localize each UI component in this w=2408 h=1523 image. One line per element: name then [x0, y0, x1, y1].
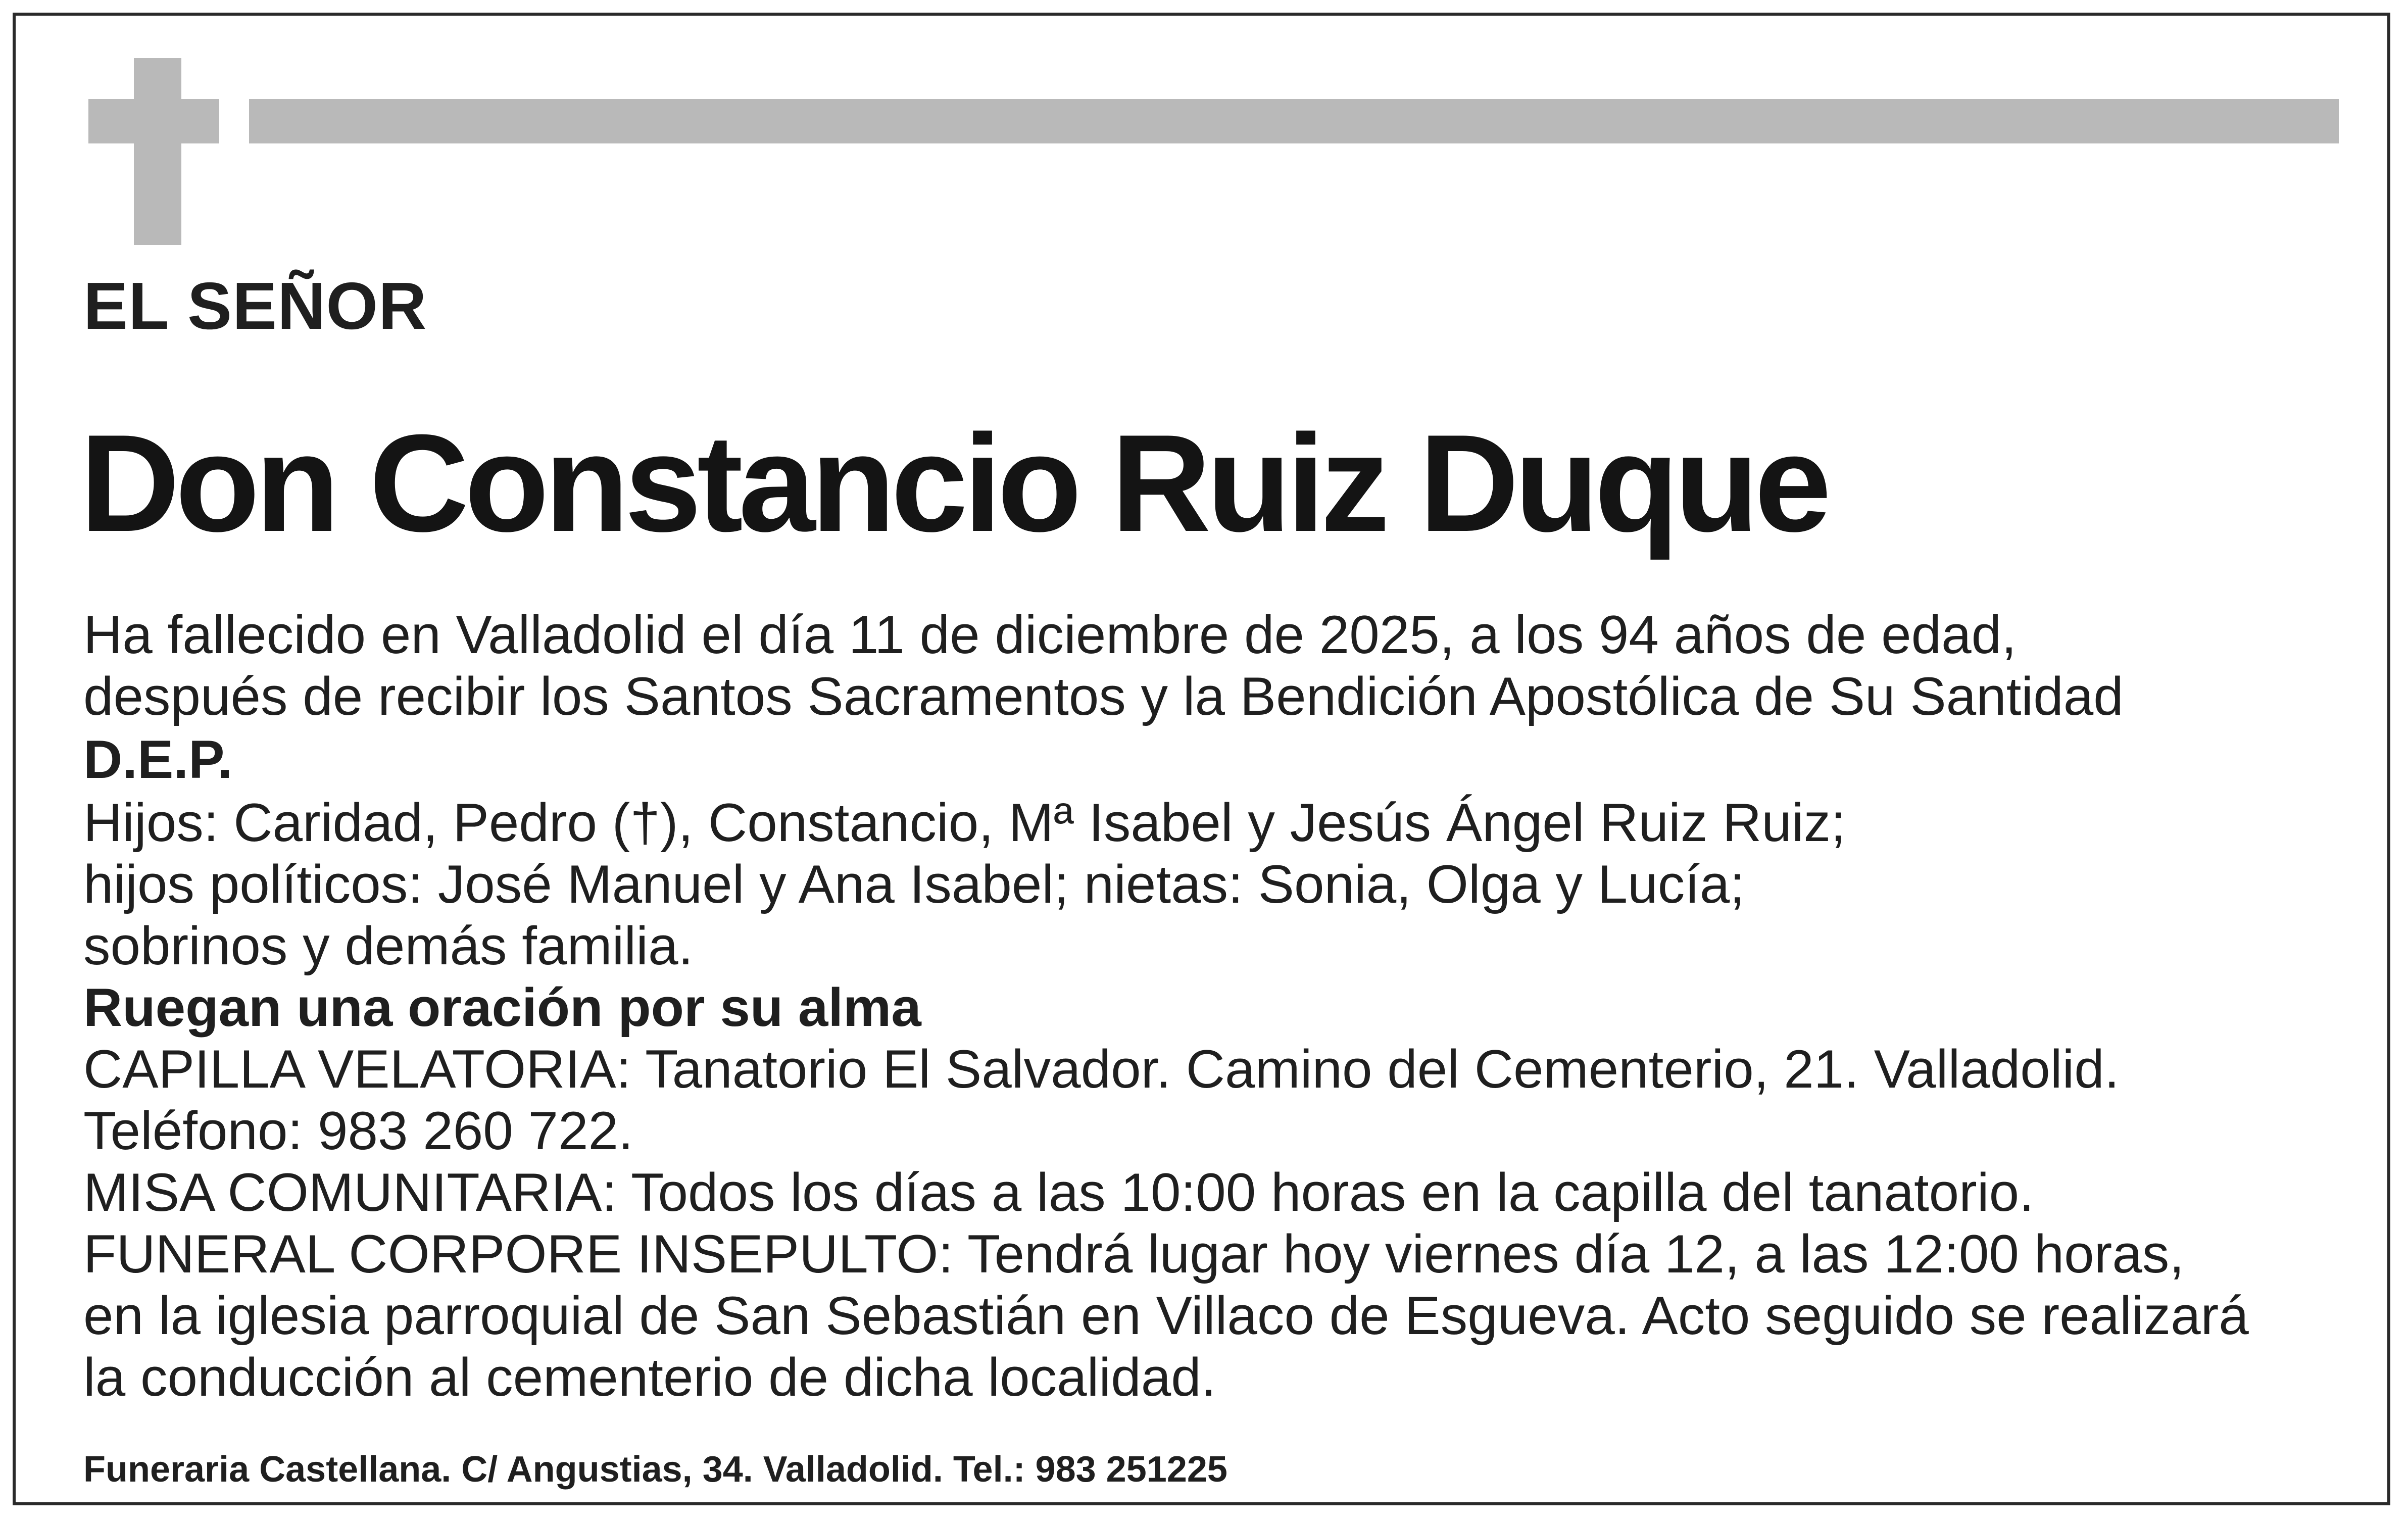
- service-line: MISA COMUNITARIA: Todos los días a las 10:00 horas en la capilla del tanatorio.: [83, 1162, 2034, 1222]
- dep-label: D.E.P.: [83, 729, 233, 790]
- obituary-body: [83, 604, 2356, 1408]
- prayer-request: Ruegan una oración por su alma: [83, 977, 921, 1038]
- death-line: después de recibir los Santos Sacramentos y la Bendición Apostólica de Su Santidad: [83, 666, 2124, 726]
- service-line: Teléfono: 983 260 722.: [83, 1100, 633, 1161]
- service-line: CAPILLA VELATORIA: Tanatorio El Salvador. Camino del Cementerio, 21. Valladolid.: [83, 1039, 2120, 1099]
- service-line: la conducción al cementerio de dicha localidad.: [83, 1347, 1216, 1407]
- cross-icon: [134, 58, 181, 245]
- death-line: Ha fallecido en Valladolid el día 11 de diciembre de 2025, a los 94 años de edad,: [83, 604, 2017, 665]
- cross-icon-arm: [88, 99, 219, 143]
- deceased-name: Don Constancio Ruiz Duque: [80, 406, 1827, 561]
- funeral-home-footer: Funeraria Castellana. C/ Angustias, 34. Valladolid. Tel.: 983 251225: [83, 1449, 1227, 1490]
- service-line: FUNERAL CORPORE INSEPULTO: Tendrá lugar hoy viernes día 12, a las 12:00 horas,: [83, 1223, 2185, 1284]
- honorific-title: EL SEÑOR: [83, 269, 427, 343]
- family-line: Hijos: Caridad, Pedro (†), Constancio, Mª Isabel y Jesús Ángel Ruiz Ruiz;: [83, 792, 1846, 853]
- header-rule: [249, 99, 2339, 143]
- family-line: sobrinos y demás familia.: [83, 915, 694, 976]
- service-line: en la iglesia parroquial de San Sebastián en Villaco de Esgueva. Acto seguido se realizará: [83, 1285, 2249, 1346]
- family-line: hijos políticos: José Manuel y Ana Isabel; nietas: Sonia, Olga y Lucía;: [83, 854, 1745, 914]
